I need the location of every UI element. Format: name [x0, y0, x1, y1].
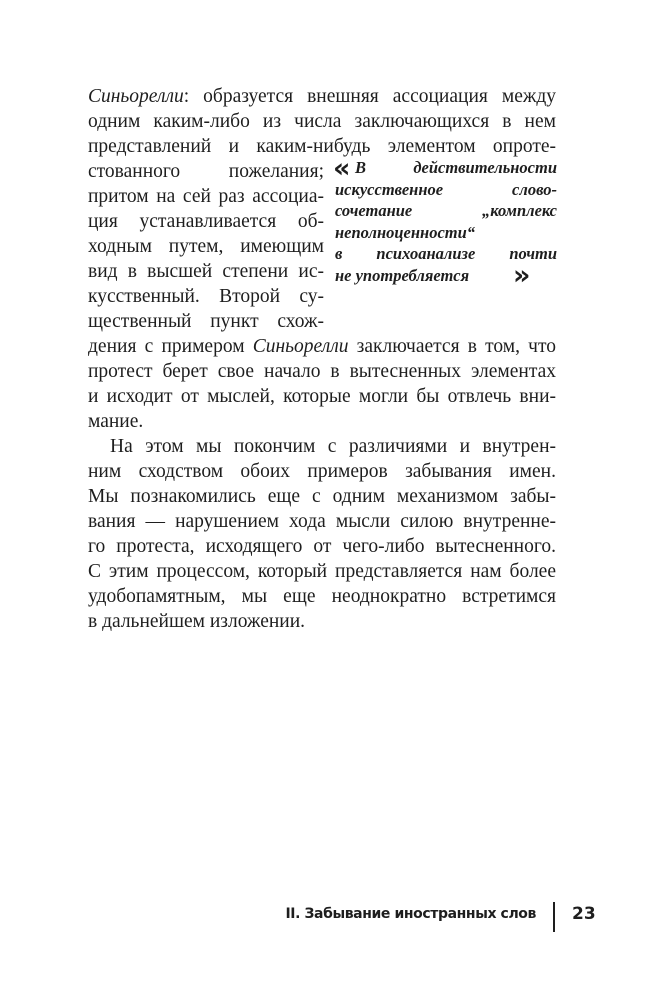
text-line-11 — [88, 334, 556, 359]
footer-divider — [553, 902, 555, 932]
running-head: II. Забывание иностранных слов — [285, 906, 536, 922]
pull-quote-line-1: В действительности — [355, 158, 557, 177]
text-line-1 — [88, 84, 556, 109]
page-number: 23 — [572, 904, 596, 924]
pull-quote-line-5: в психоанализе почти — [335, 244, 557, 264]
pull-quote-line-3: сочетание „комплекс — [335, 201, 557, 221]
text-line-2: одним каким-либо из числа заключающихся в нем — [88, 111, 556, 132]
text-line-16: ним сходством обоих примеров забывания имен. — [88, 461, 556, 482]
text-line-14: мание. — [88, 411, 144, 432]
close-quote-mark: » — [513, 260, 531, 291]
text-line-7: ходным путем, имеющим — [88, 236, 324, 257]
text-line-19: го протеста, исходящего от чего-либо вытесненного. — [88, 536, 556, 557]
text-line-9: кусственный. Второй су- — [88, 286, 324, 307]
open-quote-mark: « — [333, 153, 351, 184]
line-text: дения с примером — [88, 336, 253, 357]
italic-name: Синьорелли — [88, 86, 184, 107]
text-line-17: Мы познакомились еще с одним механизмом забы- — [88, 486, 556, 507]
pull-quote-line-4: неполноценности“ — [335, 222, 476, 242]
text-line-5: притом на сей раз ассоциа- — [88, 186, 324, 207]
line-text-post: заключается в том, что — [348, 336, 557, 357]
page-footer — [0, 902, 669, 932]
pull-quote-line-2: искусственное слово- — [335, 179, 557, 199]
italic-name: Синьорелли — [252, 336, 349, 357]
text-line-21: удобопамятным, мы еще неоднократно встретимся — [88, 586, 556, 607]
text-line-4: стованного пожелания; — [88, 161, 324, 182]
text-line-6: ция устанавливается об- — [88, 211, 324, 232]
text-line-15: На этом мы покончим с различиями и внутрен- — [110, 436, 556, 457]
text-line-12: протест берет свое начало в вытесненных элементах — [88, 361, 556, 382]
pull-quote — [333, 153, 557, 291]
text-line-18: вания — нарушением хода мысли силою внутренне- — [88, 511, 556, 532]
text-line-10: щественный пункт схож- — [88, 311, 324, 332]
text-line-8: вид в высшей степени ис- — [88, 261, 324, 282]
text-line-22: в дальнейшем изложении. — [88, 611, 306, 632]
text-line-20: С этим процессом, который представляется нам более — [88, 561, 556, 582]
text-line-3: представлений и каким-нибудь элементом опроте- — [88, 136, 556, 157]
line-text: : образуется внешняя ассоциация между — [183, 86, 556, 107]
text-line-13: и исходит от мыслей, которые могли бы отвлечь вни- — [88, 386, 556, 407]
pull-quote-line-6: не употребляется — [335, 265, 470, 285]
